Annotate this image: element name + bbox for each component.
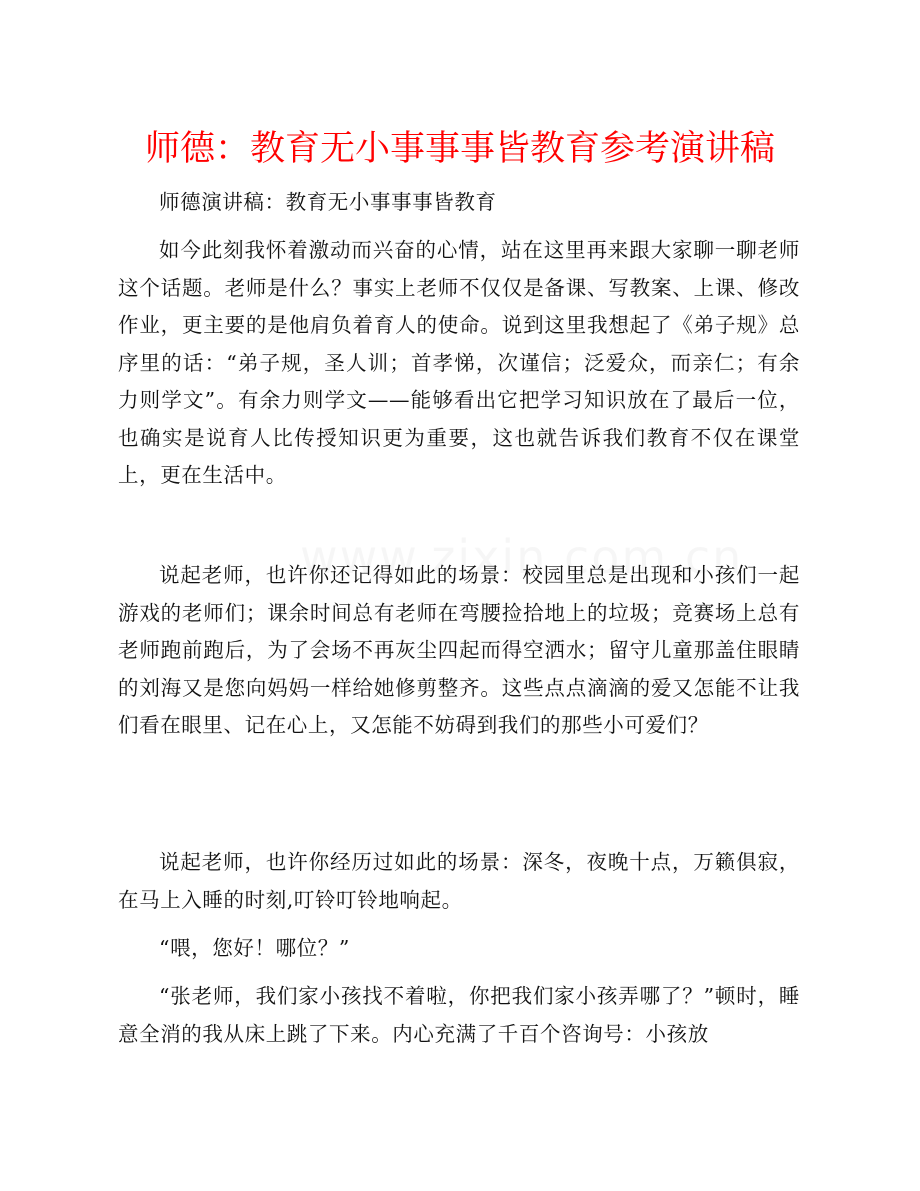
paragraph-intro	[118, 232, 800, 495]
paragraph-dialogue-one	[118, 930, 800, 968]
paragraph-scene-one	[118, 557, 800, 745]
paragraph-text: “喂，您好！哪位？”	[159, 936, 350, 960]
paragraph-text: 如今此刻我怀着激动而兴奋的心情，站在这里再来跟大家聊一聊老师这个话题。老师是什么？事实上老师不仅仅是备课、写教案、上课、修改作业，更主要的是他肩负着育人的使命。说到这里我想起了《弟子规》总序里的话：“弟子规，圣人训；首孝悌，次谨信；泛爱众，而亲仁；有余力则学文”。有余力则学文——能够看出它把学习知识放在了最后一位，也确实是说育人比传授知识更为重要，这也就告诉我们教育不仅在课堂上，更在生活中。	[118, 238, 800, 487]
paragraph-text: 说起老师，也许你还记得如此的场景：校园里总是出现和小孩们一起游戏的老师们；课余时间总有老师在弯腰捡拾地上的垃圾；竞赛场上总有老师跑前跑后，为了会场不再灰尘四起而得空洒水；留守儿童那盖住眼睛的刘海又是您向妈妈一样给她修剪整齐。这些点点滴滴的爱又怎能不让我们看在眼里、记在心上，又怎能不妨碍到我们的那些小可爱们？	[118, 563, 800, 737]
paragraph-dialogue-two	[118, 978, 800, 1053]
paragraph-scene-two	[118, 844, 800, 919]
document-title: 师德：教育无小事事事皆教育参考演讲稿	[144, 129, 775, 169]
paragraph-text: 说起老师，也许你经历过如此的场景：深冬，夜晚十点，万籁俱寂，在马上入睡的时刻,叮铃叮铃地响起。	[118, 850, 800, 912]
paragraph-text: “张老师，我们家小孩找不着啦，你把我们家小孩弄哪了？”顿时，睡意全消的我从床上跳了下来。内心充满了千百个咨询号：小孩放	[118, 984, 800, 1046]
paragraph-text: 师德演讲稿：教育无小事事事皆教育	[159, 190, 497, 214]
paragraph-subtitle	[118, 184, 800, 222]
